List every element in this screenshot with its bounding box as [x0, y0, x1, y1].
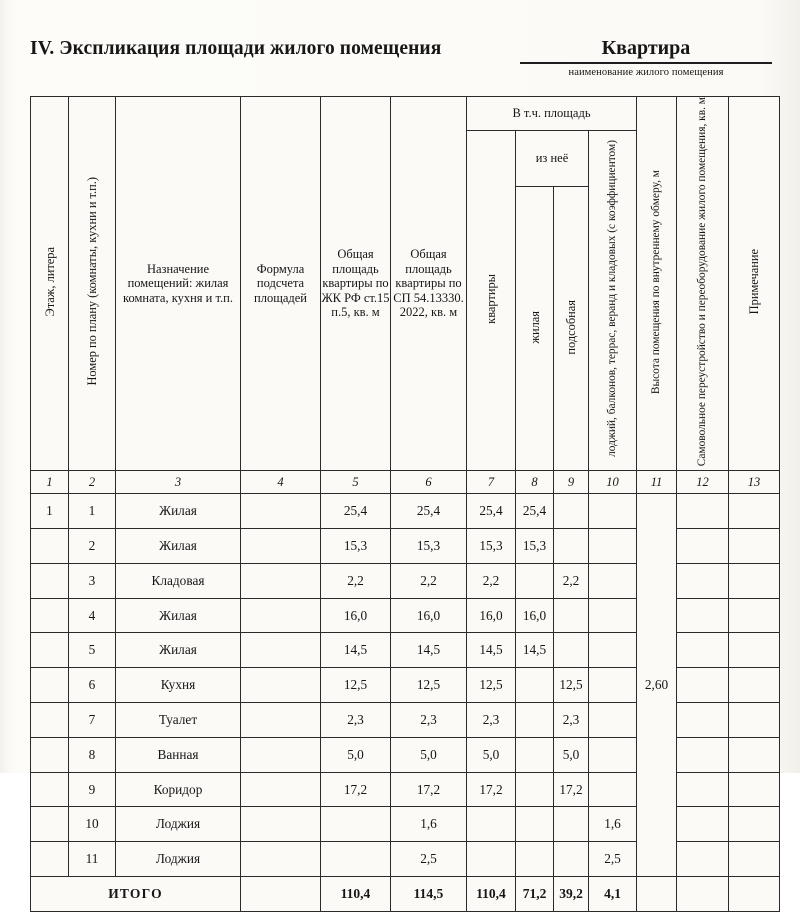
- col-header-balcony-area: [589, 131, 637, 471]
- cell-formula: [241, 494, 321, 529]
- cell-purpose: Кухня: [116, 668, 241, 703]
- document-header: [0, 0, 800, 96]
- cell-utility-area: 2,2: [554, 563, 589, 598]
- cell-plan-number: 7: [69, 703, 116, 738]
- cell-purpose: Жилая: [116, 494, 241, 529]
- cell-note: [729, 807, 780, 842]
- cell-purpose: Жилая: [116, 633, 241, 668]
- cell-living-area: 15,3: [516, 529, 554, 564]
- col-header-group-included-area-label: В т.ч. площадь: [512, 106, 591, 120]
- cell-utility-area: [554, 807, 589, 842]
- cell-plan-number: 8: [69, 737, 116, 772]
- column-number-cell: 11: [637, 471, 677, 494]
- cell-unauthorized-works: [677, 703, 729, 738]
- cell-balcony-area: [589, 703, 637, 738]
- total-unauthorized: [677, 877, 729, 912]
- header-row-group: [31, 97, 780, 131]
- column-number-cell: 7: [467, 471, 516, 494]
- cell-floor: [31, 633, 69, 668]
- cell-plan-number: 10: [69, 807, 116, 842]
- cell-total-sp: 1,6: [391, 807, 467, 842]
- cell-living-area: [516, 807, 554, 842]
- cell-formula: [241, 633, 321, 668]
- cell-formula: [241, 668, 321, 703]
- total-sp: 114,5: [391, 877, 467, 912]
- cell-note: [729, 668, 780, 703]
- cell-apartment-area: 2,2: [467, 563, 516, 598]
- cell-apartment-area: 12,5: [467, 668, 516, 703]
- cell-purpose: Жилая: [116, 598, 241, 633]
- column-number-cell: 12: [677, 471, 729, 494]
- col-header-total-zhk-label: Общая площадь квартиры по ЖК РФ ст.15 п.5, кв. м: [321, 247, 390, 320]
- cell-total-zhk: 2,2: [321, 563, 391, 598]
- cell-apartment-area: [467, 807, 516, 842]
- col-header-living-area-label: жилая: [527, 310, 542, 344]
- total-label: ИТОГО: [31, 877, 241, 912]
- col-header-unauthorized-works: [677, 97, 729, 471]
- cell-purpose: Коридор: [116, 772, 241, 807]
- cell-formula: [241, 529, 321, 564]
- cell-balcony-area: [589, 633, 637, 668]
- cell-floor: [31, 842, 69, 877]
- cell-total-zhk: 5,0: [321, 737, 391, 772]
- cell-floor: [31, 529, 69, 564]
- cell-apartment-area: 25,4: [467, 494, 516, 529]
- cell-formula: [241, 737, 321, 772]
- cell-purpose: Жилая: [116, 529, 241, 564]
- col-header-floor: [31, 97, 69, 471]
- premises-name-block: [520, 36, 772, 78]
- cell-unauthorized-works: [677, 772, 729, 807]
- cell-unauthorized-works: [677, 633, 729, 668]
- col-header-unauthorized-works-label: Самовольное переустройство и переоборудование жилого помещения, кв. м: [696, 97, 708, 467]
- cell-total-zhk: 2,3: [321, 703, 391, 738]
- cell-unauthorized-works: [677, 494, 729, 529]
- cell-purpose: Лоджия: [116, 807, 241, 842]
- column-number-row: [31, 471, 780, 494]
- cell-balcony-area: [589, 772, 637, 807]
- cell-total-zhk: [321, 807, 391, 842]
- cell-unauthorized-works: [677, 737, 729, 772]
- cell-purpose: Ванная: [116, 737, 241, 772]
- cell-apartment-area: 15,3: [467, 529, 516, 564]
- column-number-cell: 3: [116, 471, 241, 494]
- cell-utility-area: [554, 529, 589, 564]
- total-living: 71,2: [516, 877, 554, 912]
- cell-apartment-area: 5,0: [467, 737, 516, 772]
- cell-utility-area: 17,2: [554, 772, 589, 807]
- cell-unauthorized-works: [677, 563, 729, 598]
- cell-total-sp: 16,0: [391, 598, 467, 633]
- cell-purpose: Туалет: [116, 703, 241, 738]
- premises-name-value: Квартира: [520, 36, 772, 64]
- cell-total-sp: 5,0: [391, 737, 467, 772]
- cell-formula: [241, 703, 321, 738]
- cell-balcony-area: [589, 494, 637, 529]
- cell-floor: [31, 563, 69, 598]
- cell-utility-area: 5,0: [554, 737, 589, 772]
- cell-unauthorized-works: [677, 807, 729, 842]
- cell-apartment-area: 2,3: [467, 703, 516, 738]
- cell-formula: [241, 807, 321, 842]
- col-header-apartment-area-label: квартиры: [484, 273, 498, 324]
- cell-apartment-area: 17,2: [467, 772, 516, 807]
- cell-living-area: [516, 563, 554, 598]
- col-header-note: [729, 97, 780, 471]
- cell-note: [729, 563, 780, 598]
- cell-balcony-area: [589, 737, 637, 772]
- cell-utility-area: 12,5: [554, 668, 589, 703]
- cell-living-area: [516, 703, 554, 738]
- total-formula: [241, 877, 321, 912]
- explication-table-container: [30, 96, 779, 912]
- cell-total-zhk: [321, 842, 391, 877]
- cell-note: [729, 529, 780, 564]
- total-row: [31, 877, 780, 912]
- cell-living-area: 14,5: [516, 633, 554, 668]
- col-header-plan-number-label: Номер по плану (комнаты, кухни и т.п.): [85, 177, 99, 386]
- cell-apartment-area: 14,5: [467, 633, 516, 668]
- col-header-group-of-which: [516, 131, 589, 187]
- col-header-note-label: Примечание: [747, 248, 761, 315]
- column-number-cell: 13: [729, 471, 780, 494]
- cell-living-area: 16,0: [516, 598, 554, 633]
- cell-living-area: [516, 842, 554, 877]
- cell-note: [729, 737, 780, 772]
- cell-floor: [31, 703, 69, 738]
- cell-total-zhk: 12,5: [321, 668, 391, 703]
- table-head: [31, 97, 780, 494]
- cell-total-sp: 25,4: [391, 494, 467, 529]
- cell-formula: [241, 563, 321, 598]
- cell-floor: 1: [31, 494, 69, 529]
- total-utility: 39,2: [554, 877, 589, 912]
- column-number-cell: 5: [321, 471, 391, 494]
- col-header-purpose-label: Назначение помещений: жилая комната, кухня и т.п.: [123, 261, 233, 305]
- cell-plan-number: 11: [69, 842, 116, 877]
- premises-name-caption: наименование жилого помещения: [568, 67, 724, 78]
- table-row: [31, 494, 780, 529]
- cell-formula: [241, 598, 321, 633]
- cell-total-zhk: 14,5: [321, 633, 391, 668]
- cell-living-area: [516, 737, 554, 772]
- cell-note: [729, 772, 780, 807]
- cell-balcony-area: 2,5: [589, 842, 637, 877]
- column-number-cell: 6: [391, 471, 467, 494]
- cell-total-zhk: 17,2: [321, 772, 391, 807]
- cell-balcony-area: [589, 598, 637, 633]
- cell-plan-number: 3: [69, 563, 116, 598]
- cell-total-sp: 17,2: [391, 772, 467, 807]
- cell-apartment-area: [467, 842, 516, 877]
- col-header-apartment-area: [467, 131, 516, 471]
- col-header-utility-area-label: подсобная: [564, 299, 578, 355]
- cell-utility-area: [554, 494, 589, 529]
- cell-utility-area: [554, 598, 589, 633]
- cell-total-zhk: 16,0: [321, 598, 391, 633]
- column-number-cell: 1: [31, 471, 69, 494]
- cell-floor: [31, 772, 69, 807]
- explication-table: [30, 96, 780, 912]
- cell-unauthorized-works: [677, 529, 729, 564]
- cell-ceiling-height-merged: 2,60: [637, 494, 677, 877]
- col-header-group-of-which-label: из неё: [535, 151, 569, 166]
- col-header-formula-label: Формула подсчета площадей: [254, 261, 307, 305]
- cell-balcony-area: 1,6: [589, 807, 637, 842]
- cell-total-sp: 2,5: [391, 842, 467, 877]
- cell-floor: [31, 737, 69, 772]
- cell-apartment-area: 16,0: [467, 598, 516, 633]
- cell-utility-area: [554, 633, 589, 668]
- col-header-total-zhk: [321, 97, 391, 471]
- table-body: [31, 494, 780, 877]
- column-number-cell: 9: [554, 471, 589, 494]
- cell-floor: [31, 668, 69, 703]
- total-apartment: 110,4: [467, 877, 516, 912]
- col-header-balcony-area-label: лоджий, балконов, террас, веранд и кладовых (с коэффициентом): [606, 140, 618, 458]
- col-header-ceiling-height-label: Высота помещения по внутреннему обмеру, м: [650, 169, 662, 394]
- cell-note: [729, 494, 780, 529]
- column-number-cell: 4: [241, 471, 321, 494]
- col-header-formula: [241, 97, 321, 471]
- total-height: [637, 877, 677, 912]
- col-header-floor-label: Этаж, литера: [42, 246, 57, 317]
- cell-note: [729, 598, 780, 633]
- cell-purpose: Лоджия: [116, 842, 241, 877]
- cell-floor: [31, 598, 69, 633]
- total-balcony: 4,1: [589, 877, 637, 912]
- cell-unauthorized-works: [677, 668, 729, 703]
- col-header-utility-area: [554, 187, 589, 471]
- cell-plan-number: 6: [69, 668, 116, 703]
- cell-plan-number: 4: [69, 598, 116, 633]
- col-header-plan-number: [69, 97, 116, 471]
- col-header-total-sp-label: Общая площадь квартиры по СП 54.13330. 2022, кв. м: [393, 247, 464, 320]
- cell-total-zhk: 25,4: [321, 494, 391, 529]
- cell-balcony-area: [589, 563, 637, 598]
- cell-plan-number: 1: [69, 494, 116, 529]
- total-zhk: 110,4: [321, 877, 391, 912]
- cell-unauthorized-works: [677, 598, 729, 633]
- cell-unauthorized-works: [677, 842, 729, 877]
- cell-total-sp: 12,5: [391, 668, 467, 703]
- cell-note: [729, 842, 780, 877]
- cell-living-area: [516, 668, 554, 703]
- cell-plan-number: 9: [69, 772, 116, 807]
- cell-living-area: [516, 772, 554, 807]
- column-number-cell: 8: [516, 471, 554, 494]
- cell-utility-area: [554, 842, 589, 877]
- col-header-group-included-area: [467, 97, 637, 131]
- cell-total-sp: 15,3: [391, 529, 467, 564]
- column-number-cell: 10: [589, 471, 637, 494]
- col-header-ceiling-height: [637, 97, 677, 471]
- cell-note: [729, 633, 780, 668]
- cell-purpose: Кладовая: [116, 563, 241, 598]
- col-header-living-area: [516, 187, 554, 471]
- cell-floor: [31, 807, 69, 842]
- cell-note: [729, 703, 780, 738]
- cell-formula: [241, 842, 321, 877]
- cell-total-sp: 2,3: [391, 703, 467, 738]
- col-header-purpose: [116, 97, 241, 471]
- cell-plan-number: 5: [69, 633, 116, 668]
- cell-balcony-area: [589, 529, 637, 564]
- cell-total-zhk: 15,3: [321, 529, 391, 564]
- cell-total-sp: 14,5: [391, 633, 467, 668]
- table-foot: [31, 877, 780, 912]
- cell-total-sp: 2,2: [391, 563, 467, 598]
- cell-living-area: 25,4: [516, 494, 554, 529]
- column-number-cell: 2: [69, 471, 116, 494]
- page-title: IV. Экспликация площади жилого помещения: [30, 38, 442, 59]
- cell-balcony-area: [589, 668, 637, 703]
- cell-utility-area: 2,3: [554, 703, 589, 738]
- col-header-total-sp: [391, 97, 467, 471]
- cell-formula: [241, 772, 321, 807]
- total-note: [729, 877, 780, 912]
- cell-plan-number: 2: [69, 529, 116, 564]
